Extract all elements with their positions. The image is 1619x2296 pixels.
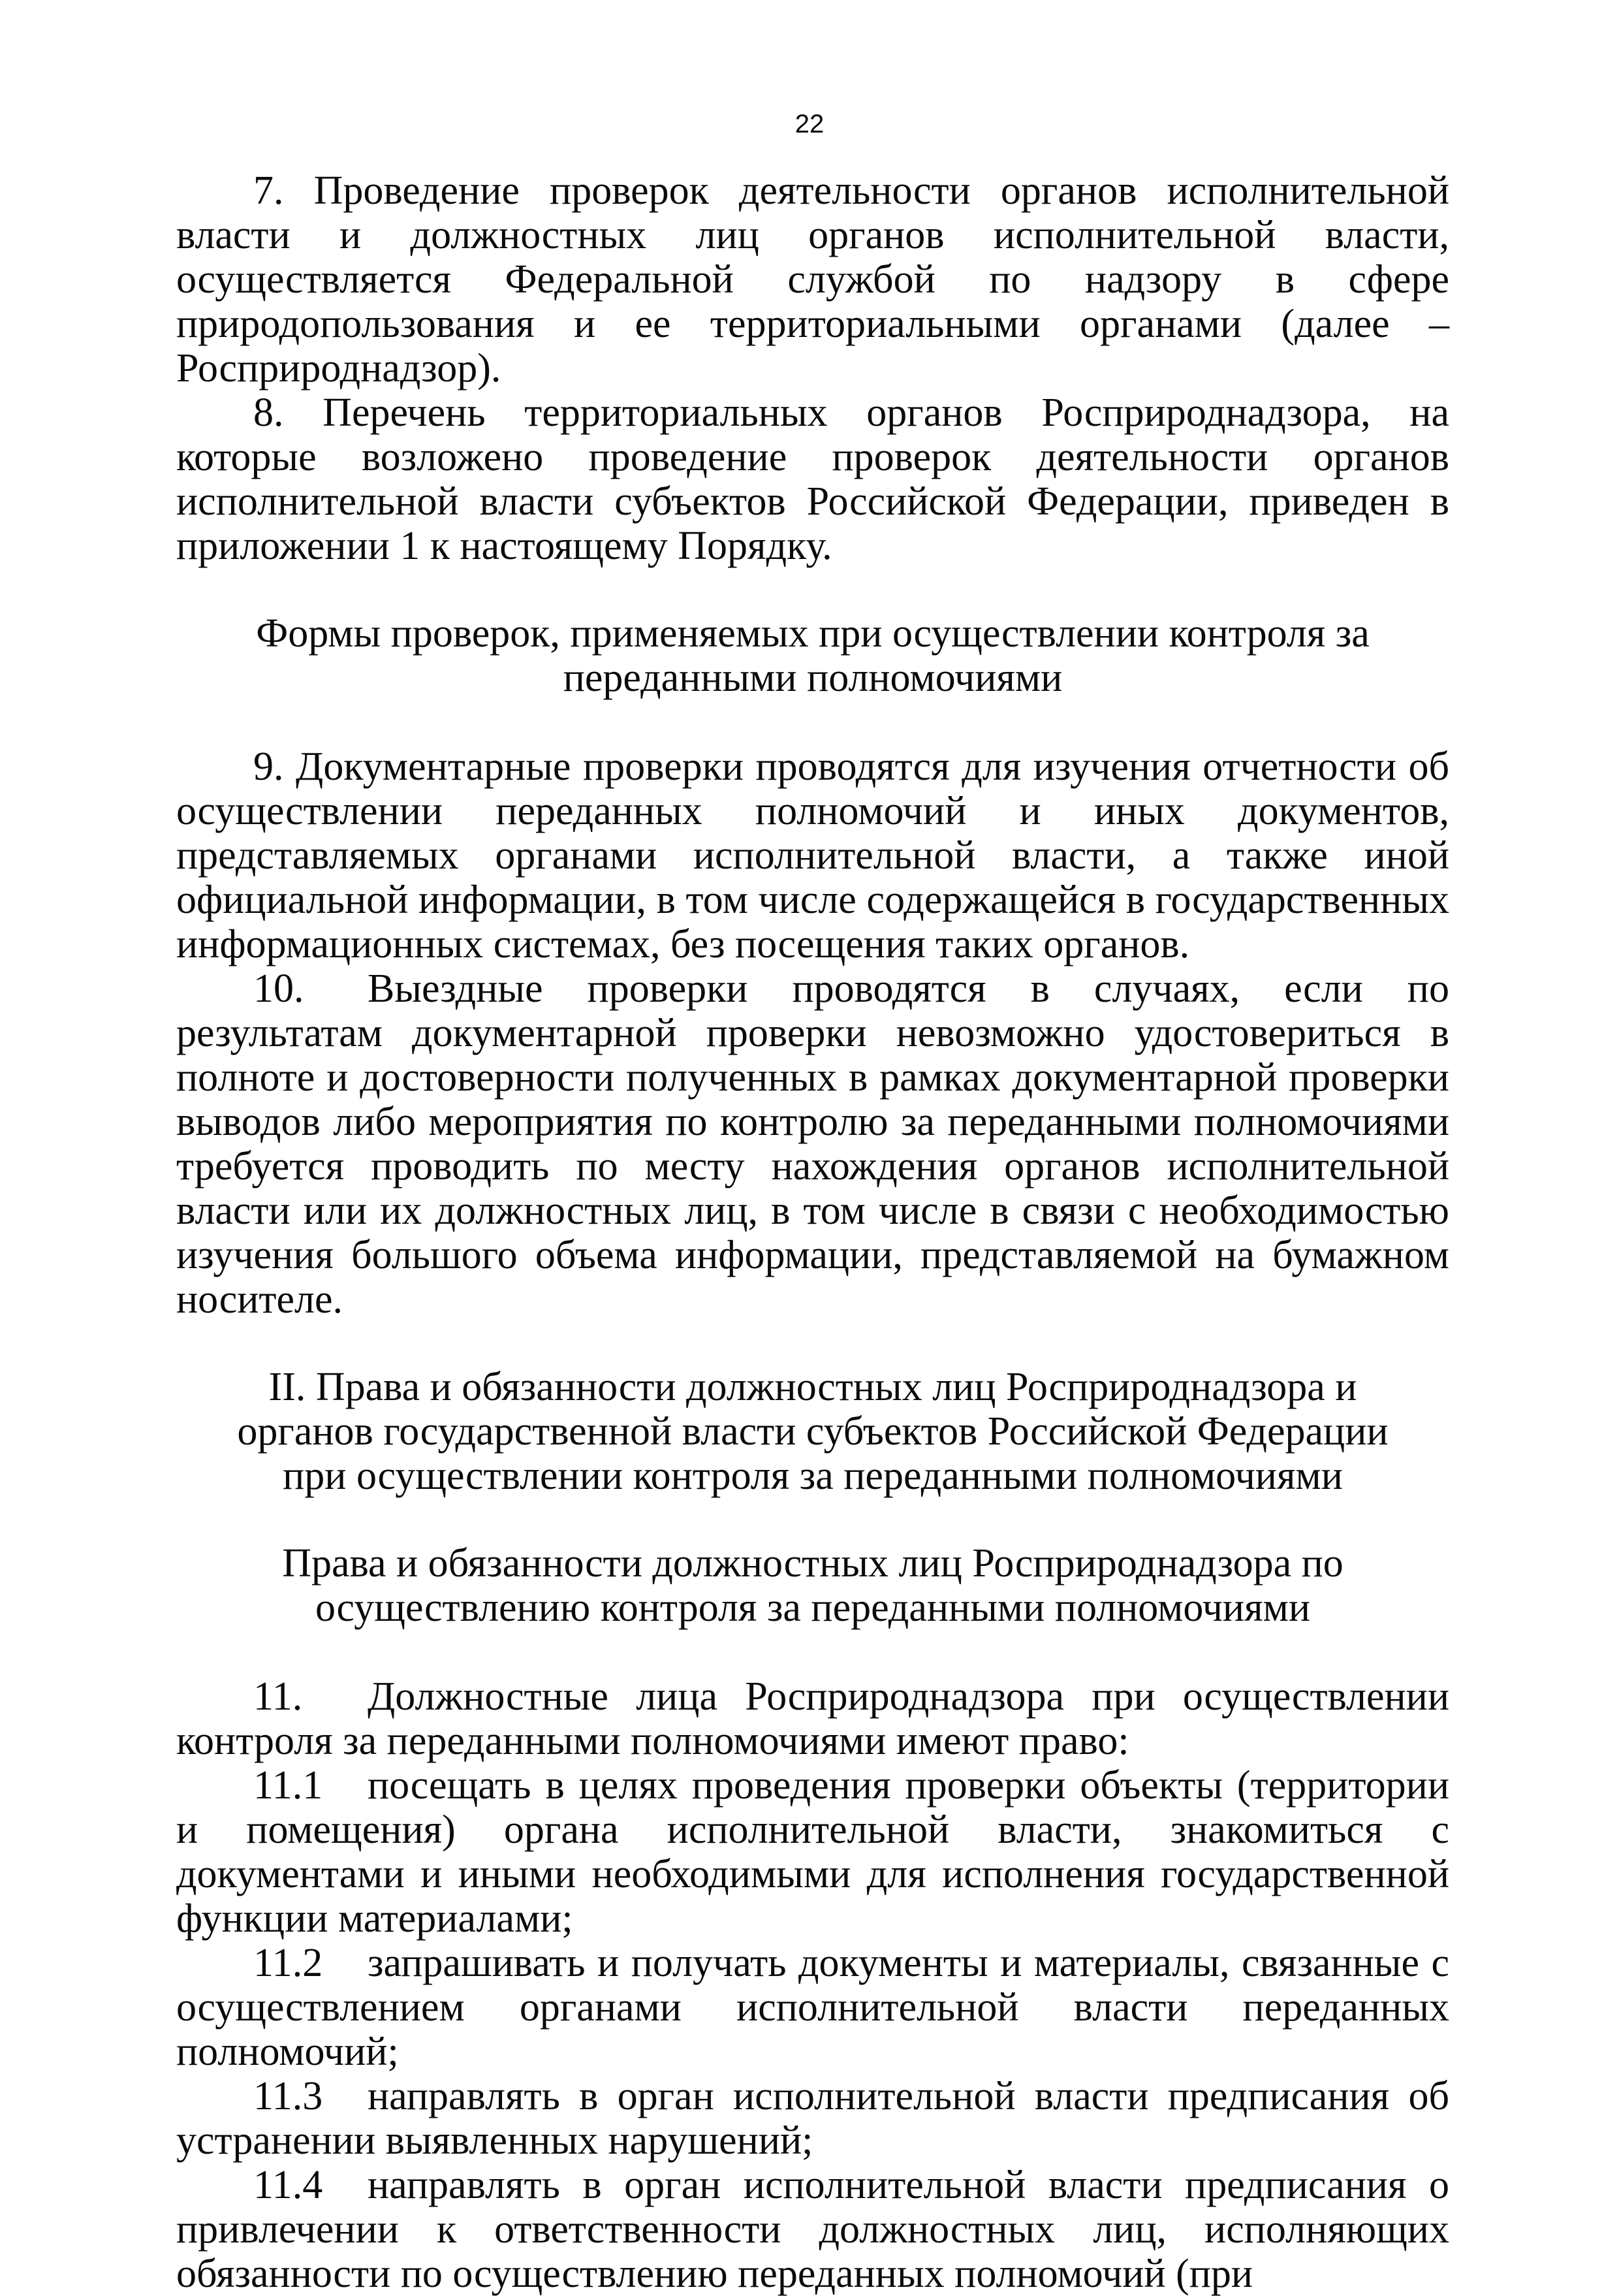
paragraph-11-4-number: 11.4 [253,2163,323,2207]
paragraph-11-4 [176,2163,1449,2296]
paragraph-10 [176,966,1449,1322]
paragraph-11-1-text: посещать в целях проведения проверки объекты (территории и помещения) органа исполнительной власти, знакомиться с документами и иными необходимыми для исполнения государственной функции материалами; [176,1763,1449,1941]
paragraph-11 [176,1674,1449,1763]
paragraph-7: 7. Проведение проверок деятельности органов исполнительной власти и должностных лиц органов исполнительной власти, осуществляется Федеральной службой по надзору в сфере природопользования и ее территориальными органами (далее – Росприроднадзор). [176,168,1449,391]
heading-forms-of-inspections: Формы проверок, применяемых при осуществлении контроля за переданными полномочиями [256,611,1370,700]
paragraph-11-text: Должностные лица Росприроднадзора при осуществлении контроля за переданными полномочиями имеют право: [176,1674,1449,1763]
paragraph-11-3-number: 11.3 [253,2074,323,2118]
paragraph-11-4-text: направлять в орган исполнительной власти предписания о привлечении к ответственности должностных лиц, исполняющих обязанности по осуществлению переданных полномочий (при [176,2163,1449,2296]
paragraph-11-number: 11. [253,1674,303,1719]
heading-section-2: II. Права и обязанности должностных лиц Росприроднадзора и органов государственной власти субъектов Российской Федерации при осуществлении контроля за переданными полномочиями [237,1365,1389,1498]
paragraph-11-1-number: 11.1 [253,1763,323,1808]
heading-rights-and-duties: Права и обязанности должностных лиц Росприроднадзора по осуществлению контроля за переданными полномочиями [282,1541,1344,1630]
paragraph-11-3 [176,2074,1449,2163]
paragraph-11-1 [176,1763,1449,1941]
paragraph-11-2 [176,1941,1449,2074]
document-body [176,168,1449,2296]
page-number: 22 [794,110,825,138]
paragraph-10-text: Выездные проверки проводятся в случаях, если по результатам документарной проверки невозможно удостовериться в полноте и достоверности полученных в рамках документарной проверки выводов либо мероприятия по контролю за переданными полномочиями требуется проводить по месту нахождения органов исполнительной власти или их должностных лиц, в том числе в связи с необходимостью изучения большого объема информации, представляемой на бумажном носителе. [176,966,1449,1322]
paragraph-8: 8. Перечень территориальных органов Росприроднадзора, на которые возложено проведение проверок деятельности органов исполнительной власти субъектов Российской Федерации, приведен в приложении 1 к настоящему Порядку. [176,391,1449,568]
paragraph-11-2-number: 11.2 [253,1941,323,1985]
paragraph-10-number: 10. [253,966,304,1011]
paragraph-9: 9. Документарные проверки проводятся для изучения отчетности об осуществлении переданных полномочий и иных документов, представляемых органами исполнительной власти, а также иной официальной информации, в том числе содержащейся в государственных информационных системах, без посещения таких органов. [176,744,1449,966]
paragraph-11-2-text: запрашивать и получать документы и материалы, связанные с осуществлением органами исполнительной власти переданных полномочий; [176,1941,1449,2074]
paragraph-11-3-text: направлять в орган исполнительной власти предписания об устранении выявленных нарушений; [176,2074,1449,2163]
